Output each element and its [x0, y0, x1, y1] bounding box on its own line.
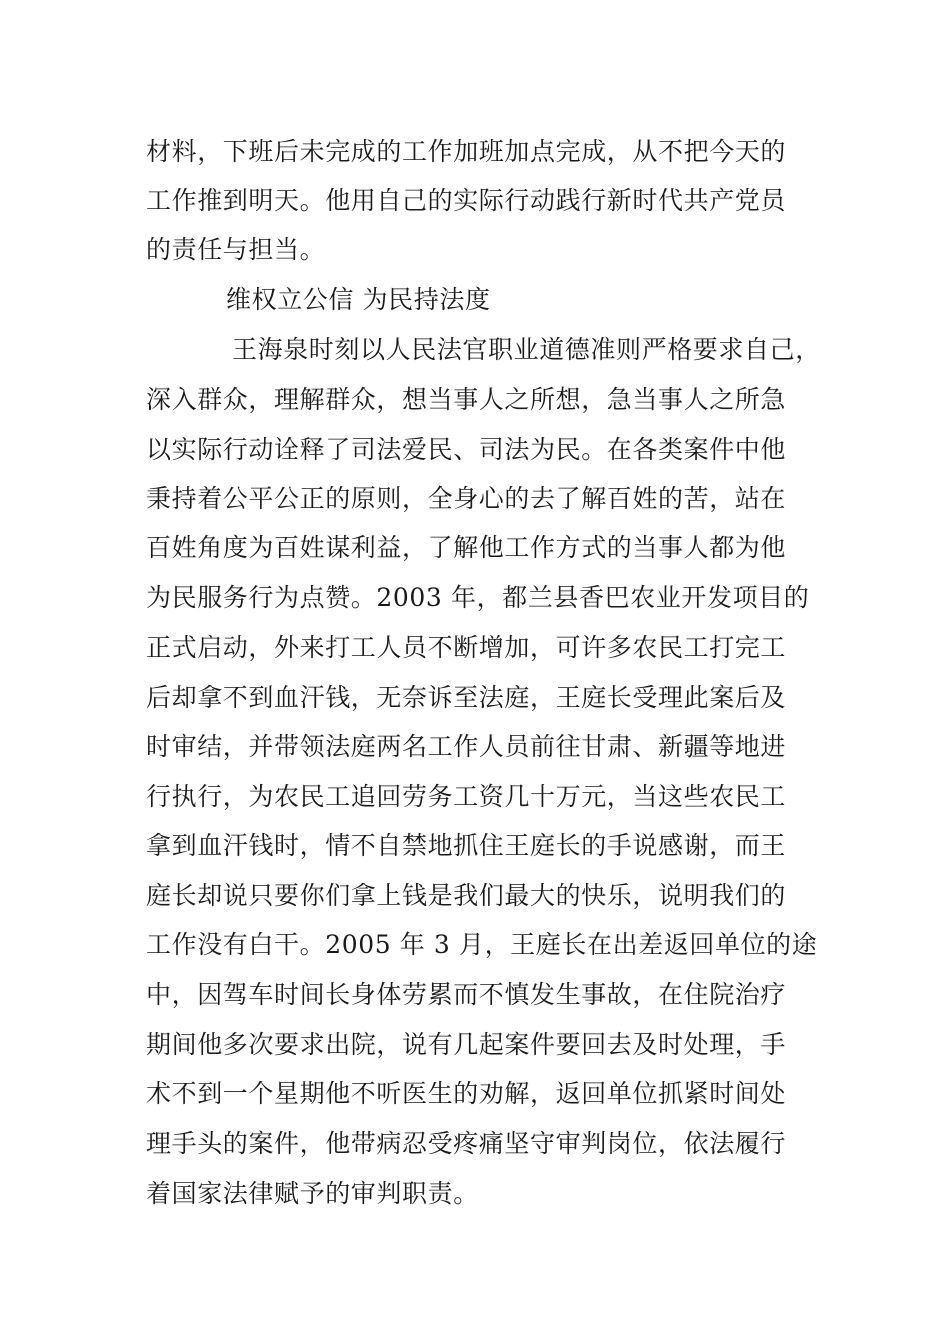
text-line: 秉持着公平公正的原则，全身心的去了解百姓的苦，站在	[146, 484, 787, 513]
text-line: 术不到一个星期他不听医生的劝解，返回单位抓紧时间处	[146, 1079, 787, 1108]
section-heading: 维权立公信 为民持法度	[226, 285, 491, 314]
text-line: 百姓角度为百姓谋利益，了解他工作方式的当事人都为他	[146, 533, 787, 562]
text-line: 工作推到明天。他用自己的实际行动践行新时代共产党员	[146, 186, 787, 215]
text-line: 为民服务行为点赞。2003 年，都兰县香巴农业开发项目的	[146, 583, 810, 612]
text-line: 的责任与担当。	[146, 235, 326, 264]
text-line: 工作没有白干。2005 年 3 月，王庭长在出差返回单位的途	[146, 930, 818, 959]
text-line: 行执行，为农民工追回劳务工资几十万元，当这些农民工	[146, 782, 787, 811]
text-line: 理手头的案件，他带病忍受疼痛坚守审判岗位，依法履行	[146, 1129, 787, 1158]
text-line: 庭长却说只要你们拿上钱是我们最大的快乐，说明我们的	[146, 881, 787, 910]
text-line: 着国家法律赋予的审判职责。	[146, 1179, 479, 1208]
text-line: 以实际行动诠释了司法爱民、司法为民。在各类案件中他	[146, 435, 787, 464]
text-line: 中，因驾车时间长身体劳累而不慎发生事故，在住院治疗	[146, 980, 787, 1009]
text-line: 时审结，并带领法庭两名工作人员前往甘肃、新疆等地进	[146, 732, 787, 761]
text-line: 后却拿不到血汗钱，无奈诉至法庭，王庭长受理此案后及	[146, 683, 787, 712]
paragraph-first-line: 王海泉时刻以人民法官职业道德准则严格要求自己，	[232, 335, 821, 364]
text-line: 深入群众，理解群众，想当事人之所想，急当事人之所急	[146, 385, 787, 414]
text-line: 期间他多次要求出院，说有几起案件要回去及时处理，手	[146, 1030, 787, 1059]
text-line: 材料，下班后未完成的工作加班加点完成，从不把今天的	[146, 137, 787, 166]
text-line: 正式启动，外来打工人员不断增加，可许多农民工打完工	[146, 633, 787, 662]
text-line: 拿到血汗钱时，情不自禁地抓住王庭长的手说感谢，而王	[146, 831, 787, 860]
